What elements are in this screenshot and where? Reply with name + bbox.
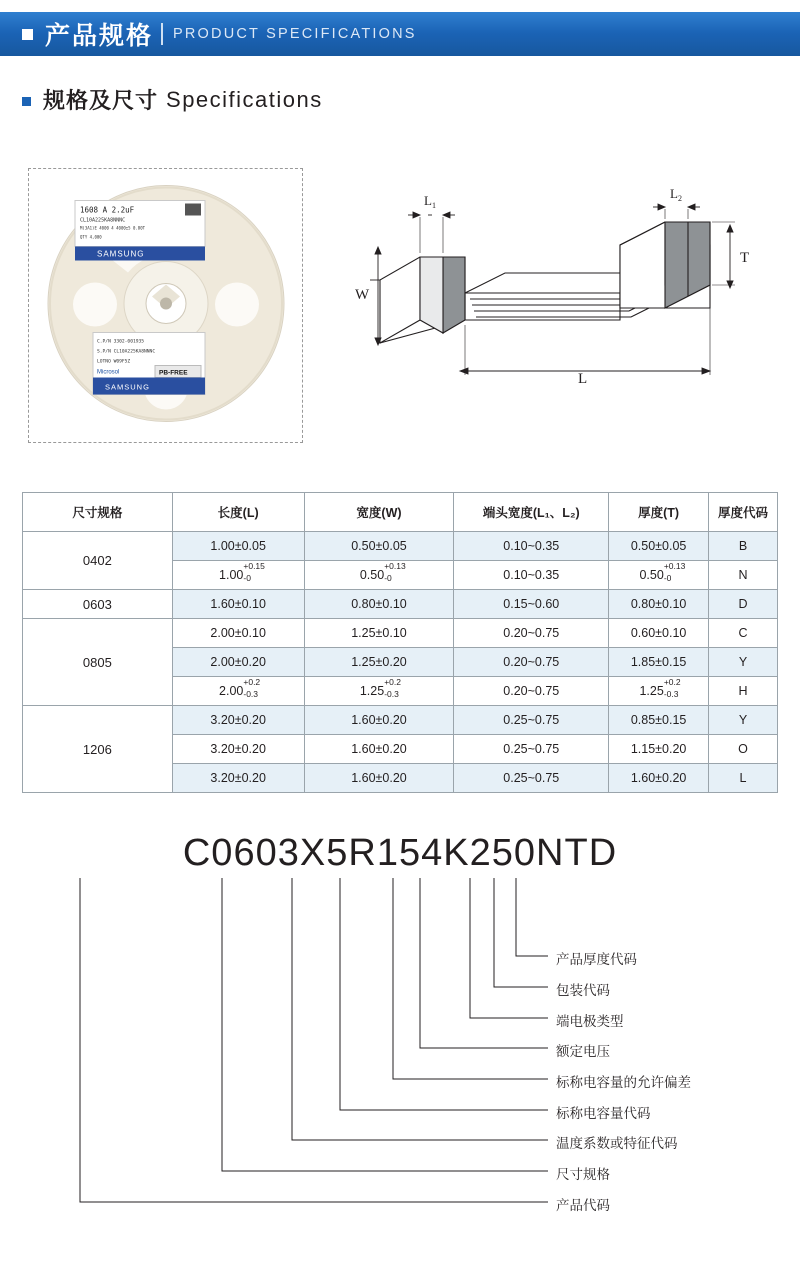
callout-size-spec: 尺寸规格 <box>556 1167 610 1183</box>
cell-length: 2.00±0.10 <box>172 619 304 648</box>
cell-thickness: 0.50 +0.13 -0 <box>609 561 709 590</box>
cell-size: 1206 <box>23 706 173 793</box>
pn-char: K <box>443 832 470 874</box>
cell-width: 1.60±0.20 <box>304 706 454 735</box>
pn-char: 0 <box>255 832 278 874</box>
th-size-spec: 尺寸规格 <box>23 493 173 532</box>
drawing-label-L: L <box>578 371 588 387</box>
table-row <box>23 619 778 648</box>
cell-length: 2.00±0.20 <box>172 648 304 677</box>
callout-capacitance-code: 标称电容量代码 <box>556 1106 651 1122</box>
svg-text:SAMSUNG: SAMSUNG <box>96 249 144 258</box>
cell-code: B <box>709 532 778 561</box>
cell-thickness: 1.25 +0.2 -0.3 <box>609 677 709 706</box>
pn-char: 6 <box>233 832 256 874</box>
pn-char: N <box>536 832 565 874</box>
table-row <box>23 590 778 619</box>
cell-code: Y <box>709 648 778 677</box>
cell-thickness: 1.60±0.20 <box>609 764 709 793</box>
pn-char: D <box>588 832 618 874</box>
pn-char: C <box>182 832 212 874</box>
header-divider <box>161 23 163 45</box>
cell-width: 0.50 +0.13 -0 <box>304 561 454 590</box>
header-square-icon <box>22 29 33 40</box>
cell-thickness: 0.50±0.05 <box>609 532 709 561</box>
page-header <box>0 12 800 56</box>
cell-code: Y <box>709 706 778 735</box>
cell-code: D <box>709 590 778 619</box>
th-width: 宽度(W) <box>304 493 454 532</box>
cell-code: O <box>709 735 778 764</box>
pn-char: 5 <box>398 832 422 874</box>
cell-size: 0805 <box>23 619 173 706</box>
svg-text:Microsol: Microsol <box>96 369 119 375</box>
cell-length: 1.00 +0.15 -0 <box>172 561 304 590</box>
cell-size: 0603 <box>23 590 173 619</box>
part-number-string <box>0 832 800 875</box>
svg-text:LOTNO W09F5Z: LOTNO W09F5Z <box>96 359 130 364</box>
drawing-label-T: T <box>740 250 750 266</box>
cell-code: C <box>709 619 778 648</box>
cell-length: 3.20±0.20 <box>172 735 304 764</box>
svg-text:PB-FREE: PB-FREE <box>158 369 188 376</box>
section-title-cn: 规格及尺寸 <box>43 89 159 114</box>
cell-width: 0.50±0.05 <box>304 532 454 561</box>
pn-char: 0 <box>211 832 234 874</box>
callout-temperature-characteristic: 温度系数或特征代码 <box>556 1136 678 1152</box>
th-thickness-code: 厚度代码 <box>709 493 778 532</box>
cell-width: 1.60±0.20 <box>304 735 454 764</box>
cell-terminal: 0.10~0.35 <box>454 532 609 561</box>
cell-terminal: 0.20~0.75 <box>454 619 609 648</box>
cell-thickness: 0.80±0.10 <box>609 590 709 619</box>
th-terminal-width: 端头宽度(L₁、L₂) <box>454 493 609 532</box>
part-number-decode <box>0 870 800 1260</box>
svg-text:SAMSUNG: SAMSUNG <box>104 382 150 391</box>
th-length: 长度(L) <box>172 493 304 532</box>
callout-product-code: 产品代码 <box>556 1198 610 1214</box>
svg-text:1608 A 2.2uF: 1608 A 2.2uF <box>79 205 134 214</box>
callout-termination-type: 端电极类型 <box>556 1014 624 1030</box>
callout-packaging-code: 包装代码 <box>556 983 610 999</box>
cell-terminal: 0.25~0.75 <box>454 735 609 764</box>
cell-length: 1.60±0.10 <box>172 590 304 619</box>
pn-char: 1 <box>376 832 399 874</box>
pn-char: 0 <box>513 832 537 874</box>
cell-thickness: 0.60±0.10 <box>609 619 709 648</box>
table-row <box>23 706 778 735</box>
cell-thickness: 1.15±0.20 <box>609 735 709 764</box>
section-title-en: Specifications <box>166 86 323 112</box>
pn-char: 2 <box>469 832 492 874</box>
table-row <box>23 532 778 561</box>
cell-length: 2.00 +0.2 -0.3 <box>172 677 304 706</box>
cell-terminal: 0.15~0.60 <box>454 590 609 619</box>
header-title-en: PRODUCT SPECIFICATIONS <box>173 26 417 42</box>
cell-length: 3.20±0.20 <box>172 764 304 793</box>
cell-terminal: 0.10~0.35 <box>454 561 609 590</box>
drawing-label-L1: $L_1$ <box>424 193 436 210</box>
cell-size: 0402 <box>23 532 173 590</box>
product-photo-frame <box>28 168 303 443</box>
drawing-label-W: W <box>355 287 370 303</box>
svg-text:CL10A225KA8NNNC: CL10A225KA8NNNC <box>79 217 125 223</box>
callout-thickness-code: 产品厚度代码 <box>556 952 637 968</box>
callout-rated-voltage: 额定电压 <box>556 1044 610 1060</box>
pn-char: T <box>564 832 589 874</box>
svg-text:C.P/N 3302-001935: C.P/N 3302-001935 <box>96 339 144 344</box>
cell-terminal: 0.20~0.75 <box>454 648 609 677</box>
cell-width: 0.80±0.10 <box>304 590 454 619</box>
cell-width: 1.25±0.10 <box>304 619 454 648</box>
cell-terminal: 0.20~0.75 <box>454 677 609 706</box>
svg-text:M(3A1)E 4000 4 4000±5 0.80: M(3A1)E 4000 4 4000±5 0.80T <box>79 225 145 230</box>
cell-width: 1.60±0.20 <box>304 764 454 793</box>
table-header-row <box>23 493 778 532</box>
cell-thickness: 1.85±0.15 <box>609 648 709 677</box>
reel-photo <box>35 172 297 439</box>
header-title-cn: 产品规格 <box>45 21 154 50</box>
callout-tolerance: 标称电容量的允许偏差 <box>556 1075 691 1091</box>
drawing-label-L2: $L_2$ <box>670 186 682 203</box>
cell-width: 1.25±0.20 <box>304 648 454 677</box>
section-title <box>22 84 323 115</box>
specification-table <box>22 492 778 793</box>
cell-code: L <box>709 764 778 793</box>
pn-char: R <box>348 832 377 874</box>
pn-char: 3 <box>277 832 300 874</box>
cell-terminal: 0.25~0.75 <box>454 764 609 793</box>
cell-terminal: 0.25~0.75 <box>454 706 609 735</box>
pn-char: 5 <box>491 832 514 874</box>
cell-code: N <box>709 561 778 590</box>
capacitor-dimension-drawing <box>320 185 780 435</box>
svg-text:QTY 4,000: QTY 4,000 <box>79 234 102 239</box>
pn-char: 4 <box>421 832 444 874</box>
section-bullet-icon <box>22 97 31 106</box>
cell-width: 1.25 +0.2 -0.3 <box>304 677 454 706</box>
pn-char: 5 <box>326 832 349 874</box>
cell-length: 3.20±0.20 <box>172 706 304 735</box>
cell-thickness: 0.85±0.15 <box>609 706 709 735</box>
svg-text:S.P/N CL10A225KA8NNNC: S.P/N CL10A225KA8NNNC <box>96 349 155 354</box>
cell-length: 1.00±0.05 <box>172 532 304 561</box>
th-thickness: 厚度(T) <box>609 493 709 532</box>
pn-char: X <box>299 832 327 874</box>
cell-code: H <box>709 677 778 706</box>
